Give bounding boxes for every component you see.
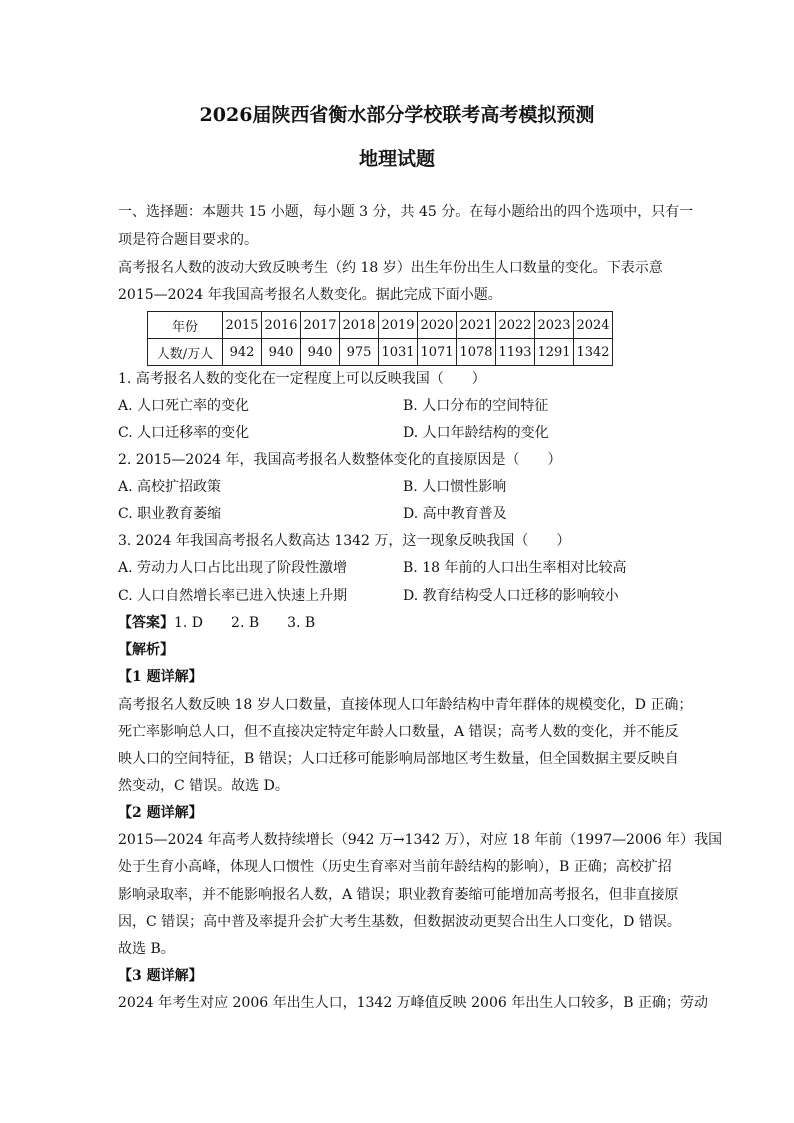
value-cell: 1342: [574, 339, 613, 366]
question-3-option-a: A. 劳动力人口占比出现了阶段性激增: [118, 560, 348, 576]
value-cell: 942: [223, 339, 262, 366]
enrollment-table: [147, 311, 613, 366]
material-line-2: 2015—2024 年我国高考报名人数变化。据此完成下面小题。: [118, 287, 502, 303]
question-1-option-a: A. 人口死亡率的变化: [118, 398, 250, 414]
question-1-stem: 1. 高考报名人数的变化在一定程度上可以反映我国（ ）: [118, 371, 486, 387]
answer-text: 1. D 2. B 3. B: [174, 615, 316, 631]
value-cell: 1291: [535, 339, 574, 366]
year-cell: 2017: [301, 312, 340, 339]
value-cell: 1193: [496, 339, 535, 366]
analysis-q1-line: 然变动，C 错误。故选 D。: [118, 778, 289, 794]
year-cell: 2023: [535, 312, 574, 339]
analysis-q1-label: 【1 题详解】: [118, 669, 203, 685]
answer-label: 【答案】: [118, 615, 174, 631]
section-intro-line-1: 一、选择题：本题共 15 小题，每小题 3 分，共 45 分。在每小题给出的四个选项中，只有一: [118, 204, 694, 220]
analysis-label: 【解析】: [118, 642, 174, 658]
analysis-q3-line: 2024 年考生对应 2006 年出生人口，1342 万峰值反映 2006 年出生人口较多，B 正确；劳动: [118, 995, 708, 1011]
section-intro-line-2: 项是符合题目要求的。: [118, 232, 258, 248]
row-header-count: 人数/万人: [148, 339, 223, 366]
analysis-q2-line: 因，C 错误；高中普及率提升会扩大考生基数，但数据波动更契合出生人口变化，D 错误。: [118, 914, 681, 930]
question-2-stem: 2. 2015—2024 年，我国高考报名人数整体变化的直接原因是（ ）: [118, 452, 562, 468]
analysis-q2-line: 2015—2024 年高考人数持续增长（942 万→1342 万），对应 18 年前（1997—2006 年）我国: [118, 832, 723, 848]
value-cell: 940: [301, 339, 340, 366]
analysis-q1-line: 死亡率影响总人口，但不直接决定特定年龄人口数量，A 错误；高考人数的变化，并不能反: [118, 724, 679, 740]
year-cell: 2018: [340, 312, 379, 339]
question-3-option-c: C. 人口自然增长率已进入快速上升期: [118, 588, 348, 604]
year-cell: 2021: [457, 312, 496, 339]
year-cell: 2016: [262, 312, 301, 339]
question-2-option-a: A. 高校扩招政策: [118, 479, 222, 495]
question-2-option-b: B. 人口惯性影响: [403, 479, 507, 495]
question-1-option-b: B. 人口分布的空间特征: [403, 398, 549, 414]
year-cell: 2024: [574, 312, 613, 339]
question-2-option-c: C. 职业教育萎缩: [118, 506, 222, 522]
row-header-year: 年份: [148, 312, 223, 339]
answer-line: [118, 613, 315, 633]
value-cell: 1078: [457, 339, 496, 366]
value-cell: 940: [262, 339, 301, 366]
table-row-values: [148, 339, 613, 366]
table-row-years: [148, 312, 613, 339]
year-cell: 2019: [379, 312, 418, 339]
year-cell: 2015: [223, 312, 262, 339]
analysis-q2-line: 故选 B。: [118, 941, 175, 957]
value-cell: 975: [340, 339, 379, 366]
question-3-option-d: D. 教育结构受人口迁移的影响较小: [403, 588, 619, 604]
value-cell: 1031: [379, 339, 418, 366]
page-title: 2026届陕西省衡水部分学校联考高考模拟预测: [199, 104, 595, 126]
question-3-stem: 3. 2024 年我国高考报名人数高达 1342 万，这一现象反映我国（ ）: [118, 533, 571, 549]
question-2-option-d: D. 高中教育普及: [403, 506, 507, 522]
analysis-q1-line: 高考报名人数反映 18 岁人口数量，直接体现人口年龄结构中青年群体的规模变化，D 正确；: [118, 697, 693, 713]
question-1-option-d: D. 人口年龄结构的变化: [403, 425, 549, 441]
analysis-q2-line: 处于生育小高峰，体现人口惯性（历史生育率对当前年龄结构的影响），B 正确；高校扩招: [118, 859, 672, 875]
material-line-1: 高考报名人数的波动大致反映考生（约 18 岁）出生年份出生人口数量的变化。下表示意: [118, 260, 663, 276]
page-subtitle: 地理试题: [358, 148, 435, 170]
analysis-q3-label: 【3 题详解】: [118, 968, 203, 984]
analysis-q1-line: 映人口的空间特征，B 错误；人口迁移可能影响局部地区考生数量，但全国数据主要反映自: [118, 751, 679, 767]
year-cell: 2020: [418, 312, 457, 339]
analysis-q2-label: 【2 题详解】: [118, 805, 203, 821]
value-cell: 1071: [418, 339, 457, 366]
year-cell: 2022: [496, 312, 535, 339]
question-3-option-b: B. 18 年前的人口出生率相对比较高: [403, 560, 627, 576]
analysis-q2-line: 影响录取率，并不能影响报名人数，A 错误；职业教育萎缩可能增加高考报名，但非直接原: [118, 887, 679, 903]
question-1-option-c: C. 人口迁移率的变化: [118, 425, 250, 441]
